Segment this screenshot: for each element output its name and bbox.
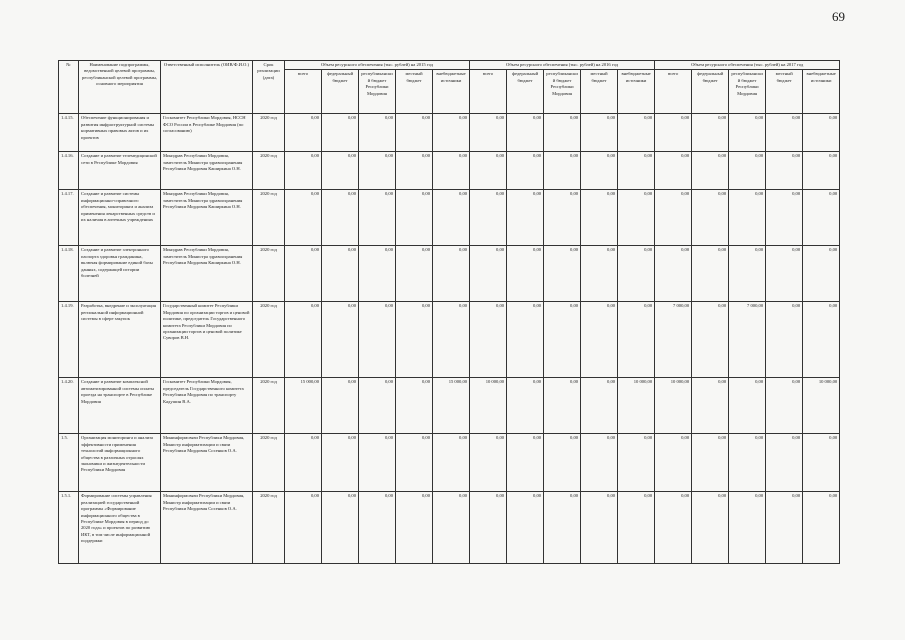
row-value: 0,00 (618, 302, 655, 378)
row-value: 0,00 (766, 114, 803, 152)
row-value: 0,00 (581, 378, 618, 434)
header-responsible: Ответственный исполнитель (ОИВ/Ф.И.О.) (161, 61, 253, 114)
row-value: 0,00 (470, 114, 507, 152)
table-row (59, 152, 840, 190)
row-value: 10 000,00 (470, 378, 507, 434)
row-value: 0,00 (322, 492, 359, 564)
row-term: 2020 год (253, 152, 285, 190)
row-value: 0,00 (655, 190, 692, 246)
row-value: 0,00 (729, 190, 766, 246)
row-value: 0,00 (803, 302, 840, 378)
row-responsible: Мининформсвязи Республики Мордовия, Министр информатизации и связи Республики Мордовия Сосенков О.А. (161, 492, 253, 564)
row-value: 0,00 (322, 246, 359, 302)
row-value: 0,00 (655, 152, 692, 190)
row-value: 0,00 (285, 434, 322, 492)
row-value: 0,00 (322, 114, 359, 152)
row-name: Создание и развитие электронного паспорта здоровья гражданина, включая формирование единой базы данных, содержащей истории болезней (79, 246, 161, 302)
row-value: 0,00 (803, 492, 840, 564)
page-number: 69 (832, 9, 845, 24)
row-responsible: Госкомитет Республики Мордовия, председатель Государственного комитета Республики Мордовия по транспорту Кадушин В.А. (161, 378, 253, 434)
row-value: 0,00 (692, 246, 729, 302)
table-row (59, 378, 840, 434)
header-name: Наименование подпрограммы, ведомственной целевой программы, республиканской целевой программы, основного мероприятия (79, 61, 161, 114)
header-year-2016: Объем ресурсного обеспечения (тыс. рублей) на 2016 год (470, 61, 655, 70)
row-value: 0,00 (692, 492, 729, 564)
row-value: 0,00 (729, 246, 766, 302)
subheader-total: всего (655, 70, 692, 114)
row-value: 0,00 (803, 152, 840, 190)
subheader-republic: республиканский бюджет Республики Мордовия (729, 70, 766, 114)
row-value: 0,00 (766, 492, 803, 564)
row-value: 0,00 (359, 378, 396, 434)
row-value: 0,00 (618, 246, 655, 302)
row-value: 0,00 (507, 114, 544, 152)
row-value: 0,00 (433, 492, 470, 564)
row-value: 0,00 (396, 152, 433, 190)
row-value: 0,00 (359, 190, 396, 246)
subheader-republic: республиканский бюджет Республики Мордовия (544, 70, 581, 114)
row-value: 0,00 (396, 190, 433, 246)
row-value: 0,00 (507, 492, 544, 564)
row-value: 0,00 (359, 114, 396, 152)
table-row (59, 302, 840, 378)
row-value: 0,00 (581, 190, 618, 246)
table-row (59, 434, 840, 492)
row-value: 0,00 (803, 434, 840, 492)
row-value: 0,00 (544, 246, 581, 302)
subheader-total: всего (470, 70, 507, 114)
header-number: № (59, 61, 79, 114)
row-value: 0,00 (692, 190, 729, 246)
row-value: 10 000,00 (618, 378, 655, 434)
table-row (59, 492, 840, 564)
row-value: 0,00 (433, 246, 470, 302)
row-value: 0,00 (766, 378, 803, 434)
row-value: 0,00 (544, 190, 581, 246)
row-value: 0,00 (581, 114, 618, 152)
subheader-local: местный бюджет (396, 70, 433, 114)
row-value: 0,00 (581, 492, 618, 564)
row-value: 0,00 (322, 190, 359, 246)
row-value: 10 000,00 (803, 378, 840, 434)
row-value: 0,00 (803, 246, 840, 302)
row-value: 0,00 (766, 152, 803, 190)
row-value: 0,00 (729, 378, 766, 434)
row-value: 0,00 (285, 302, 322, 378)
row-value: 0,00 (544, 114, 581, 152)
row-term: 2020 год (253, 492, 285, 564)
header-term: Срок реализации (дата) (253, 61, 285, 114)
row-value: 0,00 (470, 246, 507, 302)
row-value: 0,00 (507, 152, 544, 190)
row-responsible: Госкомитет Республики Мордовия, НССН ФСО России в Республике Мордовия (по согласованию) (161, 114, 253, 152)
row-value: 7 000,00 (655, 302, 692, 378)
row-value: 0,00 (581, 246, 618, 302)
row-number: 1.4.20. (59, 378, 79, 434)
row-value: 0,00 (618, 492, 655, 564)
row-value: 0,00 (433, 152, 470, 190)
row-term: 2020 год (253, 114, 285, 152)
row-value: 0,00 (581, 152, 618, 190)
subheader-federal: федеральный бюджет (507, 70, 544, 114)
row-number: 1.4.15. (59, 114, 79, 152)
row-name: Формирование системы управления реализацией государственной программы «Формирование информационного общества в Республике Мордовия в период до 2020 года» и проектов по развитию ИКТ, в том числе информационной поддержки (79, 492, 161, 564)
row-value: 0,00 (692, 434, 729, 492)
row-value: 0,00 (544, 302, 581, 378)
row-value: 0,00 (322, 434, 359, 492)
row-value: 0,00 (655, 434, 692, 492)
row-value: 0,00 (618, 114, 655, 152)
row-name: Разработка, внедрение и эксплуатация региональной информационной системы в сфере закупок (79, 302, 161, 378)
row-value: 0,00 (396, 246, 433, 302)
row-value: 0,00 (766, 434, 803, 492)
row-value: 0,00 (692, 152, 729, 190)
header-year-2015: Объем ресурсного обеспечения (тыс. рублей) на 2015 год (285, 61, 470, 70)
row-value: 0,00 (618, 434, 655, 492)
row-value: 0,00 (729, 492, 766, 564)
row-responsible: Минздрав Республики Мордовия, заместитель Министра здравоохранения Республики Мордовия Каширкина О.Н. (161, 246, 253, 302)
row-responsible: Минздрав Республики Мордовия, заместитель Министра здравоохранения Республики Мордовия Каширкина О.Н. (161, 152, 253, 190)
row-number: 1.5.1. (59, 492, 79, 564)
row-value: 0,00 (655, 492, 692, 564)
row-value: 0,00 (692, 378, 729, 434)
row-value: 0,00 (729, 434, 766, 492)
row-responsible: Мининформсвязи Республики Мордовия, Министр информатизации и связи Республики Мордовия Сосенков О.А. (161, 434, 253, 492)
subheader-local: местный бюджет (581, 70, 618, 114)
row-value: 15 000,00 (285, 378, 322, 434)
row-value: 0,00 (433, 434, 470, 492)
table-body (59, 114, 840, 564)
row-number: 1.5. (59, 434, 79, 492)
row-value: 0,00 (729, 114, 766, 152)
row-value: 0,00 (285, 190, 322, 246)
row-value: 0,00 (803, 190, 840, 246)
row-value: 0,00 (396, 302, 433, 378)
row-value: 0,00 (544, 378, 581, 434)
row-value: 0,00 (766, 302, 803, 378)
row-value: 0,00 (544, 152, 581, 190)
row-value: 0,00 (692, 114, 729, 152)
row-name: Обеспечение функционирования и развития инфраструктурной системы нормативных правовых актов и их проектов (79, 114, 161, 152)
row-value: 0,00 (544, 434, 581, 492)
row-value: 0,00 (359, 492, 396, 564)
row-value: 0,00 (433, 302, 470, 378)
row-number: 1.4.18. (59, 246, 79, 302)
subheader-offbudget: внебюджетные источники (803, 70, 840, 114)
row-term: 2020 год (253, 302, 285, 378)
header-row-1 (59, 61, 840, 70)
subheader-offbudget: внебюджетные источники (433, 70, 470, 114)
row-value: 0,00 (396, 492, 433, 564)
row-name: Создание и развитие комплексной автоматизированной системы оплаты проезда на транспорте в Республике Мордовия (79, 378, 161, 434)
row-value: 0,00 (470, 302, 507, 378)
row-value: 7 000,00 (729, 302, 766, 378)
row-term: 2020 год (253, 190, 285, 246)
row-name: Создание и развитие телемедицинской сети в Республике Мордовия (79, 152, 161, 190)
row-value: 0,00 (507, 434, 544, 492)
table-row (59, 114, 840, 152)
row-value: 0,00 (285, 492, 322, 564)
row-number: 1.4.19. (59, 302, 79, 378)
row-value: 0,00 (507, 190, 544, 246)
row-value: 0,00 (396, 434, 433, 492)
row-value: 0,00 (470, 492, 507, 564)
row-value: 0,00 (544, 492, 581, 564)
row-value: 0,00 (470, 152, 507, 190)
subheader-republic: республиканский бюджет Республики Мордовия (359, 70, 396, 114)
subheader-federal: федеральный бюджет (322, 70, 359, 114)
row-value: 0,00 (396, 114, 433, 152)
row-name: Организация мониторинга и анализа эффективности применения технологий информационного общества в различных отраслях экономики и жизнедеятельности Республики Мордовия (79, 434, 161, 492)
row-term: 2020 год (253, 434, 285, 492)
row-value: 0,00 (618, 190, 655, 246)
row-value: 15 000,00 (433, 378, 470, 434)
row-number: 1.4.17. (59, 190, 79, 246)
row-value: 0,00 (692, 302, 729, 378)
row-value: 0,00 (581, 434, 618, 492)
row-value: 0,00 (470, 434, 507, 492)
row-value: 0,00 (359, 434, 396, 492)
row-value: 0,00 (507, 302, 544, 378)
row-value: 0,00 (322, 152, 359, 190)
row-number: 1.4.16. (59, 152, 79, 190)
subheader-total: всего (285, 70, 322, 114)
row-value: 0,00 (581, 302, 618, 378)
row-value: 0,00 (729, 152, 766, 190)
row-value: 0,00 (507, 246, 544, 302)
row-value: 0,00 (618, 152, 655, 190)
row-term: 2020 год (253, 246, 285, 302)
row-value: 0,00 (655, 246, 692, 302)
row-value: 0,00 (655, 114, 692, 152)
row-name: Создание и развитие системы информационно-справочного обеспечения, мониторинга и анализа применения лекарственных средств и их наличия в аптечных учреждениях (79, 190, 161, 246)
row-value: 0,00 (766, 246, 803, 302)
table-row (59, 246, 840, 302)
row-responsible: Государственный комитет Республики Мордовия по организации торгов и ценовой политике, председатель Государственного комитета Республики Мордовия по организации торгов и ценовой политике Суворов В.Н. (161, 302, 253, 378)
row-value: 0,00 (359, 302, 396, 378)
row-value: 0,00 (507, 378, 544, 434)
subheader-local: местный бюджет (766, 70, 803, 114)
row-value: 0,00 (359, 152, 396, 190)
resource-table (58, 60, 840, 564)
row-value: 0,00 (285, 114, 322, 152)
header-year-2017: Объем ресурсного обеспечения (тыс. рублей) на 2017 год (655, 61, 840, 70)
row-value: 0,00 (285, 246, 322, 302)
row-value: 0,00 (470, 190, 507, 246)
row-value: 0,00 (285, 152, 322, 190)
row-value: 0,00 (766, 190, 803, 246)
row-value: 0,00 (322, 302, 359, 378)
subheader-federal: федеральный бюджет (692, 70, 729, 114)
row-term: 2020 год (253, 378, 285, 434)
row-value: 0,00 (359, 246, 396, 302)
row-value: 0,00 (433, 114, 470, 152)
row-value: 0,00 (433, 190, 470, 246)
row-responsible: Минздрав Республики Мордовия, заместитель Министра здравоохранения Республики Мордовия Каширкина О.Н. (161, 190, 253, 246)
row-value: 0,00 (396, 378, 433, 434)
row-value: 0,00 (803, 114, 840, 152)
subheader-offbudget: внебюджетные источники (618, 70, 655, 114)
table-row (59, 190, 840, 246)
row-value: 10 000,00 (655, 378, 692, 434)
row-value: 0,00 (322, 378, 359, 434)
